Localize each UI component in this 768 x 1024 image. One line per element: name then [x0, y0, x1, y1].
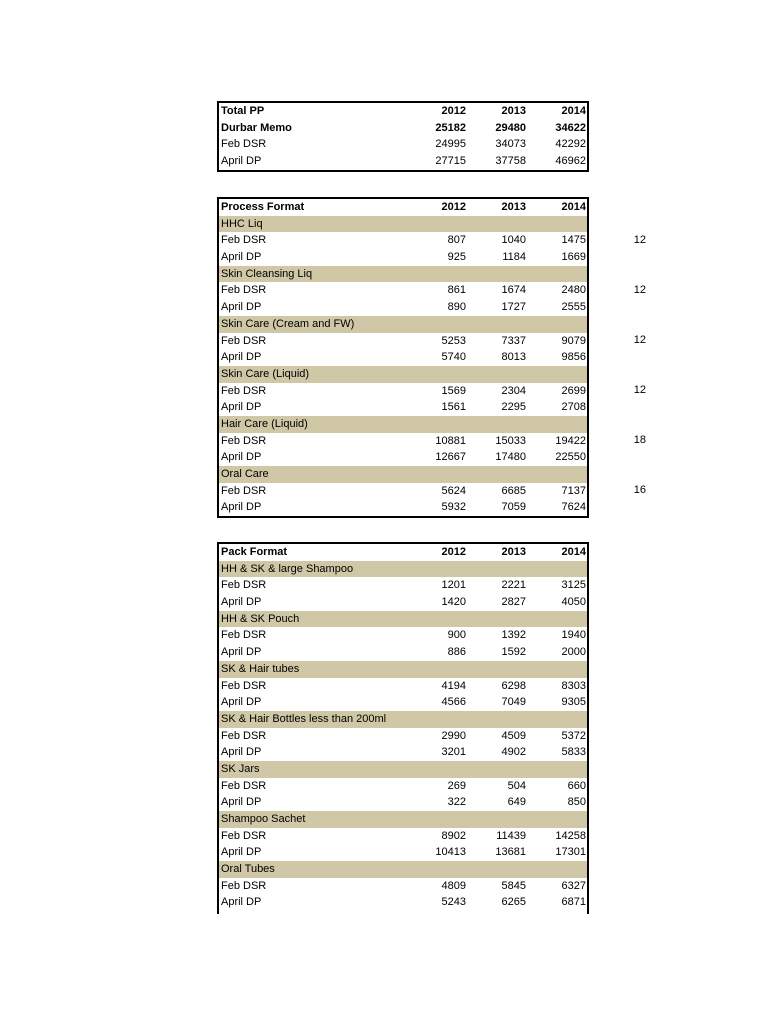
table-row — [219, 120, 587, 137]
value-2013: 649 — [507, 796, 526, 809]
value-2013: 15033 — [495, 434, 526, 447]
value-2013: 7337 — [501, 334, 526, 347]
table-header-row — [219, 103, 587, 120]
table-row — [219, 349, 587, 366]
header-2012: 2012 — [441, 201, 466, 213]
value-2012: 10413 — [435, 846, 466, 859]
table-row — [219, 844, 587, 861]
value-2012: 861 — [447, 284, 466, 297]
table-row — [219, 483, 587, 500]
value-2013: 6685 — [501, 484, 526, 497]
value-2013: 8013 — [501, 351, 526, 364]
row-label: April DP — [221, 351, 262, 364]
value-2014: 8303 — [561, 679, 586, 692]
value-2014: 17301 — [555, 846, 586, 859]
group-name: Oral Care — [221, 468, 269, 480]
header-2014: 2014 — [561, 201, 586, 213]
value-2014: 6871 — [561, 896, 586, 909]
row-label: Feb DSR — [221, 729, 267, 742]
table-row — [219, 644, 587, 661]
value-2014: 9856 — [561, 351, 586, 364]
value-2013: 1040 — [501, 234, 526, 247]
table-row — [219, 449, 587, 466]
value-2013: 11439 — [496, 829, 526, 842]
value-2013: 2221 — [501, 579, 526, 592]
total-pp-table — [217, 101, 589, 172]
side-note: 18 — [633, 434, 646, 446]
row-label: Durbar Memo — [221, 121, 292, 134]
value-2013: 1592 — [501, 646, 526, 659]
table-row — [219, 794, 587, 811]
table-row — [219, 136, 587, 153]
value-2014: 9305 — [561, 696, 586, 709]
row-label: April DP — [221, 796, 262, 809]
value-2012: 1561 — [441, 401, 466, 414]
value-2012: 10881 — [435, 434, 466, 447]
value-2012: 25182 — [435, 121, 466, 134]
row-label: Feb DSR — [221, 284, 267, 297]
value-2013: 17480 — [495, 451, 526, 464]
row-label: Feb DSR — [221, 138, 267, 151]
row-label: Feb DSR — [221, 679, 267, 692]
value-2014: 1475 — [561, 234, 586, 247]
group-name: HH & SK & large Shampoo — [221, 562, 354, 575]
value-2013: 1392 — [501, 629, 526, 642]
row-label: April DP — [221, 251, 262, 264]
side-note: 12 — [633, 284, 646, 296]
row-label: April DP — [221, 501, 262, 514]
value-2013: 7059 — [501, 501, 526, 514]
value-2014: 2708 — [561, 401, 586, 414]
value-2012: 886 — [447, 646, 466, 659]
header-2014: 2014 — [561, 546, 586, 558]
value-2013: 7049 — [501, 696, 526, 709]
row-label: April DP — [221, 301, 262, 314]
header-label: Total PP — [221, 105, 265, 117]
value-2012: 1569 — [441, 384, 466, 397]
value-2013: 2304 — [501, 384, 526, 397]
value-2014: 34622 — [555, 121, 586, 134]
value-2012: 12667 — [435, 451, 466, 464]
value-2014: 2699 — [561, 384, 586, 397]
side-note: 12 — [633, 384, 646, 396]
value-2014: 46962 — [555, 155, 586, 168]
side-note: 12 — [633, 234, 646, 246]
table-row — [219, 878, 587, 895]
value-2014: 2000 — [561, 646, 586, 659]
table-row — [219, 299, 587, 316]
table-row — [219, 333, 587, 350]
value-2014: 3125 — [561, 579, 586, 592]
value-2012: 890 — [447, 301, 466, 314]
table-row — [219, 778, 587, 795]
table-row — [219, 282, 587, 299]
header-label: Pack Format — [221, 546, 288, 558]
table-row — [219, 249, 587, 266]
header-2014: 2014 — [561, 105, 586, 117]
row-label: Feb DSR — [221, 384, 267, 397]
value-2012: 1201 — [441, 579, 466, 592]
group-name: Oral Tubes — [221, 863, 275, 876]
group-header-row — [219, 316, 587, 333]
value-2014: 5833 — [561, 746, 586, 759]
group-header-row — [219, 466, 587, 483]
value-2012: 4566 — [441, 696, 466, 709]
group-header-row — [219, 561, 587, 578]
value-2012: 1420 — [441, 596, 466, 609]
group-header-row — [219, 861, 587, 878]
row-label: Feb DSR — [221, 629, 267, 642]
row-label: Feb DSR — [221, 484, 267, 497]
value-2012: 5243 — [441, 896, 466, 909]
row-label: April DP — [221, 451, 262, 464]
header-label: Process Format — [221, 201, 305, 213]
group-header-row — [219, 266, 587, 283]
value-2013: 5845 — [501, 879, 526, 892]
value-2013: 37758 — [495, 155, 526, 168]
value-2012: 900 — [447, 629, 466, 642]
value-2013: 504 — [507, 779, 526, 792]
group-name: Skin Care (Cream and FW) — [221, 317, 355, 330]
process-format-table — [217, 197, 589, 518]
value-2014: 1669 — [561, 251, 586, 264]
group-name: Skin Cleansing Liq — [221, 267, 313, 280]
group-name: HHC Liq — [221, 217, 263, 230]
row-label: April DP — [221, 155, 262, 168]
group-name: SK & Hair Bottles less than 200ml — [221, 712, 387, 725]
value-2012: 322 — [447, 796, 466, 809]
row-label: April DP — [221, 646, 262, 659]
header-2013: 2013 — [501, 546, 526, 558]
header-2013: 2013 — [501, 201, 526, 213]
value-2012: 3201 — [441, 746, 466, 759]
header-2013: 2013 — [501, 105, 526, 117]
value-2013: 1727 — [501, 301, 526, 314]
value-2012: 4809 — [441, 879, 466, 892]
table-row — [219, 894, 587, 911]
table-row — [219, 232, 587, 249]
value-2013: 6298 — [501, 679, 526, 692]
row-label: April DP — [221, 896, 262, 909]
row-label: April DP — [221, 696, 262, 709]
group-header-row — [219, 811, 587, 828]
table-row — [219, 499, 587, 516]
table-row — [219, 627, 587, 644]
value-2013: 6265 — [501, 896, 526, 909]
row-label: Feb DSR — [221, 434, 267, 447]
group-header-row — [219, 711, 587, 728]
value-2013: 4509 — [501, 729, 526, 742]
group-header-row — [219, 216, 587, 233]
value-2013: 13681 — [495, 846, 526, 859]
value-2012: 269 — [447, 779, 466, 792]
value-2014: 19422 — [555, 434, 586, 447]
value-2014: 660 — [567, 779, 586, 792]
table-header-row — [219, 199, 587, 216]
value-2013: 1674 — [501, 284, 526, 297]
value-2013: 4902 — [501, 746, 526, 759]
group-header-row — [219, 366, 587, 383]
value-2012: 24995 — [435, 138, 466, 151]
table-row — [219, 744, 587, 761]
value-2014: 42292 — [555, 138, 586, 151]
header-2012: 2012 — [441, 105, 466, 117]
value-2014: 4050 — [561, 596, 586, 609]
value-2014: 9079 — [561, 334, 586, 347]
value-2013: 29480 — [495, 121, 526, 134]
value-2012: 5624 — [441, 484, 466, 497]
group-header-row — [219, 611, 587, 628]
value-2014: 5372 — [561, 729, 586, 742]
table-row — [219, 433, 587, 450]
side-note: 12 — [633, 334, 646, 346]
value-2013: 1184 — [502, 251, 526, 264]
row-label: April DP — [221, 846, 262, 859]
group-name: Hair Care (Liquid) — [221, 417, 308, 430]
value-2014: 7624 — [561, 501, 586, 514]
table-row — [219, 678, 587, 695]
row-label: April DP — [221, 401, 262, 414]
group-name: Skin Care (Liquid) — [221, 367, 310, 380]
value-2013: 2295 — [501, 401, 526, 414]
table-row — [219, 383, 587, 400]
value-2012: 925 — [447, 251, 466, 264]
group-name: SK Jars — [221, 762, 260, 775]
pack-format-table — [217, 542, 589, 914]
row-label: Feb DSR — [221, 579, 267, 592]
value-2014: 850 — [567, 796, 586, 809]
table-row — [219, 577, 587, 594]
group-header-row — [219, 761, 587, 778]
row-label: April DP — [221, 596, 262, 609]
row-label: Feb DSR — [221, 879, 267, 892]
value-2012: 27715 — [435, 155, 466, 168]
table-header-row — [219, 544, 587, 561]
table-row — [219, 594, 587, 611]
value-2012: 5740 — [441, 351, 466, 364]
value-2013: 34073 — [495, 138, 526, 151]
value-2014: 1940 — [561, 629, 586, 642]
table-row — [219, 828, 587, 845]
table-row — [219, 694, 587, 711]
value-2014: 6327 — [561, 879, 586, 892]
header-2012: 2012 — [441, 546, 466, 558]
value-2014: 7137 — [561, 484, 586, 497]
value-2014: 2555 — [561, 301, 586, 314]
value-2014: 2480 — [561, 284, 586, 297]
value-2014: 22550 — [555, 451, 586, 464]
value-2012: 807 — [447, 234, 466, 247]
row-label: Feb DSR — [221, 829, 267, 842]
value-2012: 8902 — [441, 829, 466, 842]
group-name: Shampoo Sachet — [221, 813, 306, 825]
table-row — [219, 153, 587, 170]
value-2012: 5253 — [441, 334, 466, 347]
value-2012: 5932 — [441, 501, 466, 514]
row-label: Feb DSR — [221, 234, 267, 247]
row-label: Feb DSR — [221, 334, 267, 347]
value-2012: 4194 — [441, 679, 466, 692]
value-2012: 2990 — [441, 729, 466, 742]
row-label: April DP — [221, 746, 262, 759]
group-name: HH & SK Pouch — [221, 612, 300, 625]
value-2014: 14258 — [555, 829, 586, 842]
group-header-row — [219, 661, 587, 678]
row-label: Feb DSR — [221, 779, 267, 792]
value-2013: 2827 — [501, 596, 526, 609]
table-row — [219, 399, 587, 416]
side-note: 16 — [633, 484, 646, 496]
group-name: SK & Hair tubes — [221, 662, 300, 675]
table-row — [219, 728, 587, 745]
group-header-row — [219, 416, 587, 433]
